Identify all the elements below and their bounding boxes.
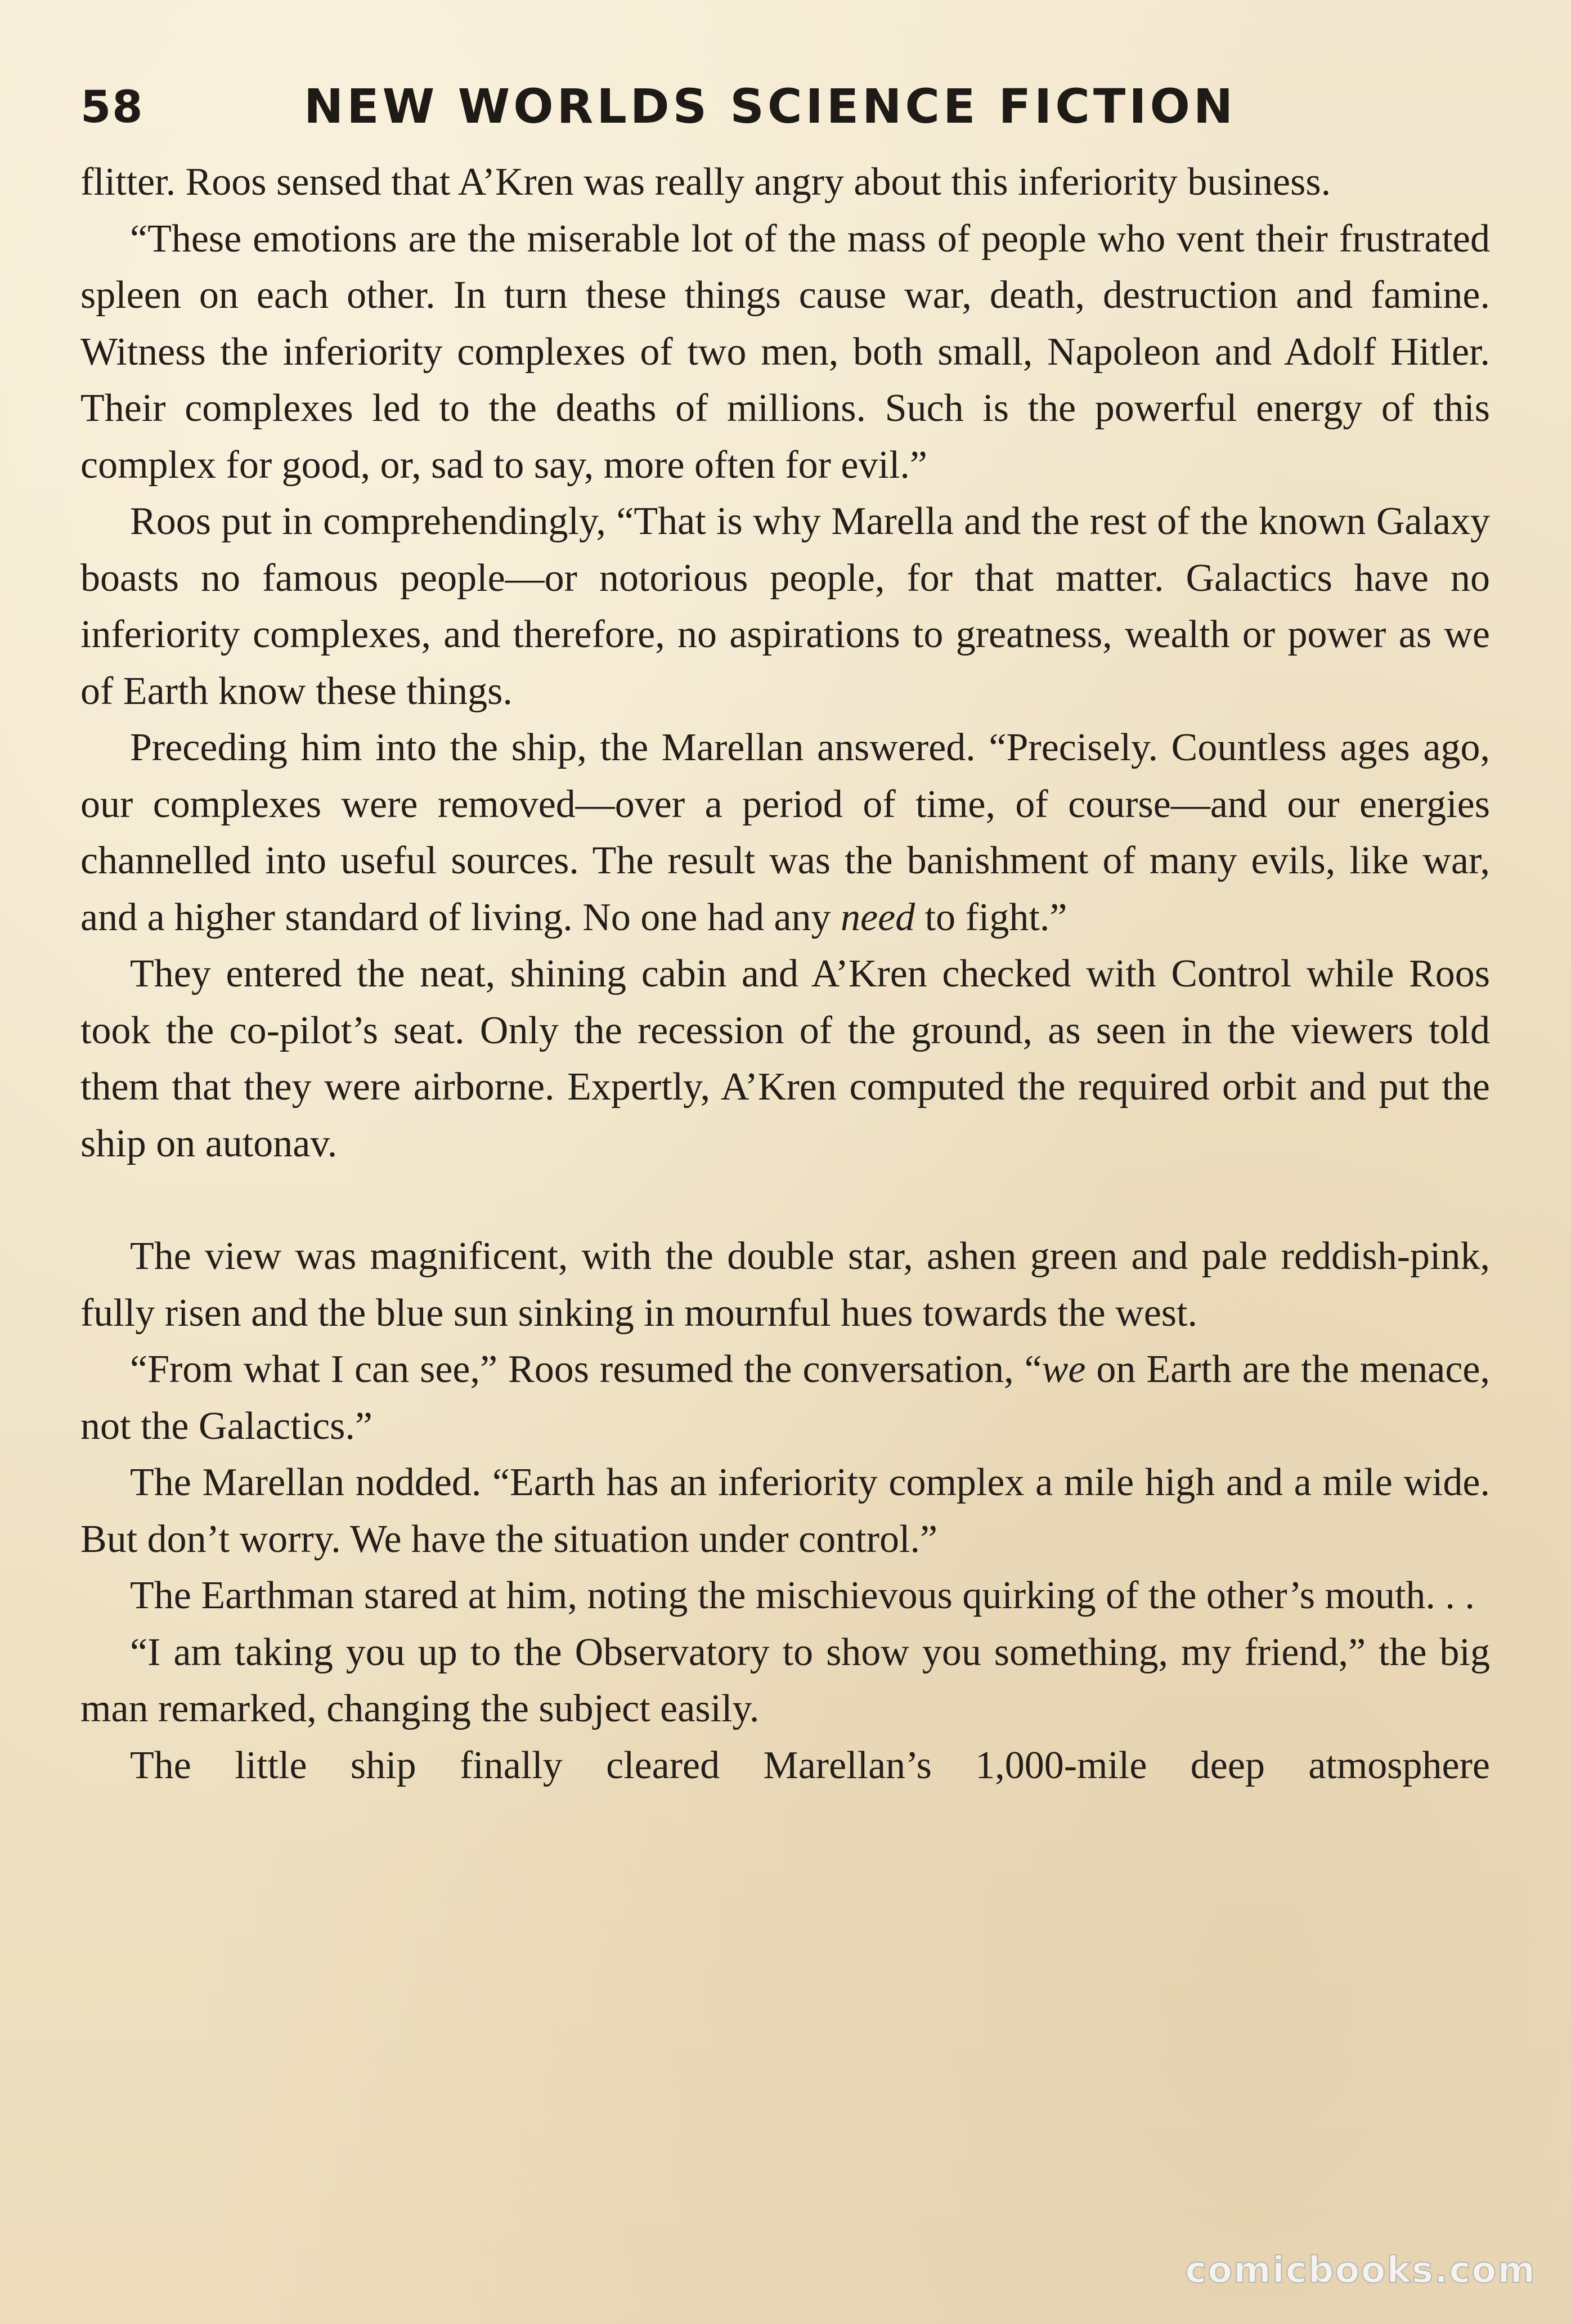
paragraph bbox=[80, 1342, 1490, 1455]
italic-word: we bbox=[1042, 1348, 1086, 1391]
paragraph: “These emotions are the miserable lot of the mass of people who vent their frustrated spleen on each other. In turn these things cause war, death, destruction and famine. Witness the inferiority complexes of two men, both small, Napoleon and Adolf Hitler. Their complexes led to the deaths of millions. Such is the powerful energy of this complex for good, or, sad to say, more often for evil.” bbox=[80, 217, 1490, 487]
paragraph: Roos put in comprehendingly, “That is why Marella and the rest of the known Galaxy boasts no famous people—or notorious people, for that matter. Galactics have no inferiority complexes, and therefore, no aspirations to greatness, wealth or power as we of Earth know these things. bbox=[80, 500, 1490, 713]
running-head: NEW WORLDS SCIENCE FICTION bbox=[304, 79, 1237, 134]
paragraph: The Earthman stared at him, noting the mischievous quirking of the other’s mouth. . . bbox=[130, 1574, 1475, 1617]
paragraph-text: on Earth are the menace, not the Galactics.” bbox=[80, 1348, 1491, 1448]
paragraph-text: “From what I can see,” Roos resumed the conversation, “ bbox=[130, 1348, 1042, 1391]
story-text bbox=[80, 154, 1490, 1794]
paragraph: The little ship finally cleared Marellan’s 1,000-mile deep atmosphere bbox=[130, 1743, 1490, 1787]
paragraph-text: to fight.” bbox=[915, 895, 1067, 939]
paragraph-text: Preceding him into the ship, the Marellan answered. “Precisely. Countless ages ago, our complexes were removed—over a period of time, of course—and our energies channelled into useful sources. The result was the banishment of many evils, like war, and a higher standard of living. No one had any bbox=[80, 726, 1490, 939]
paragraph: flitter. Roos sensed that A’Kren was really angry about this inferiority business. bbox=[80, 160, 1331, 204]
paragraph: They entered the neat, shining cabin and A’Kren checked with Control while Roos took the co-pilot’s seat. Only the recession of the ground, as seen in the viewers told them that they were airborne. Expertly, A’Kren computed the required orbit and put the ship on autonav. bbox=[80, 952, 1490, 1165]
paragraph: The Marellan nodded. “Earth has an inferiority complex a mile high and a mile wide. But don’t worry. We have the situation under control.” bbox=[80, 1461, 1490, 1561]
page-header bbox=[80, 79, 1498, 141]
watermark: comicbooks.com bbox=[1185, 2250, 1536, 2291]
paragraph: The view was magnificent, with the double star, ashen green and pale reddish-pink, fully risen and the blue sun sinking in mournful hues towards the west. bbox=[80, 1235, 1490, 1335]
paragraph: “I am taking you up to the Observatory to show you something, my friend,” the big man remarked, changing the subject easily. bbox=[80, 1630, 1490, 1730]
italic-word: need bbox=[841, 895, 915, 939]
page-number: 58 bbox=[80, 82, 144, 133]
paragraph bbox=[80, 720, 1490, 946]
